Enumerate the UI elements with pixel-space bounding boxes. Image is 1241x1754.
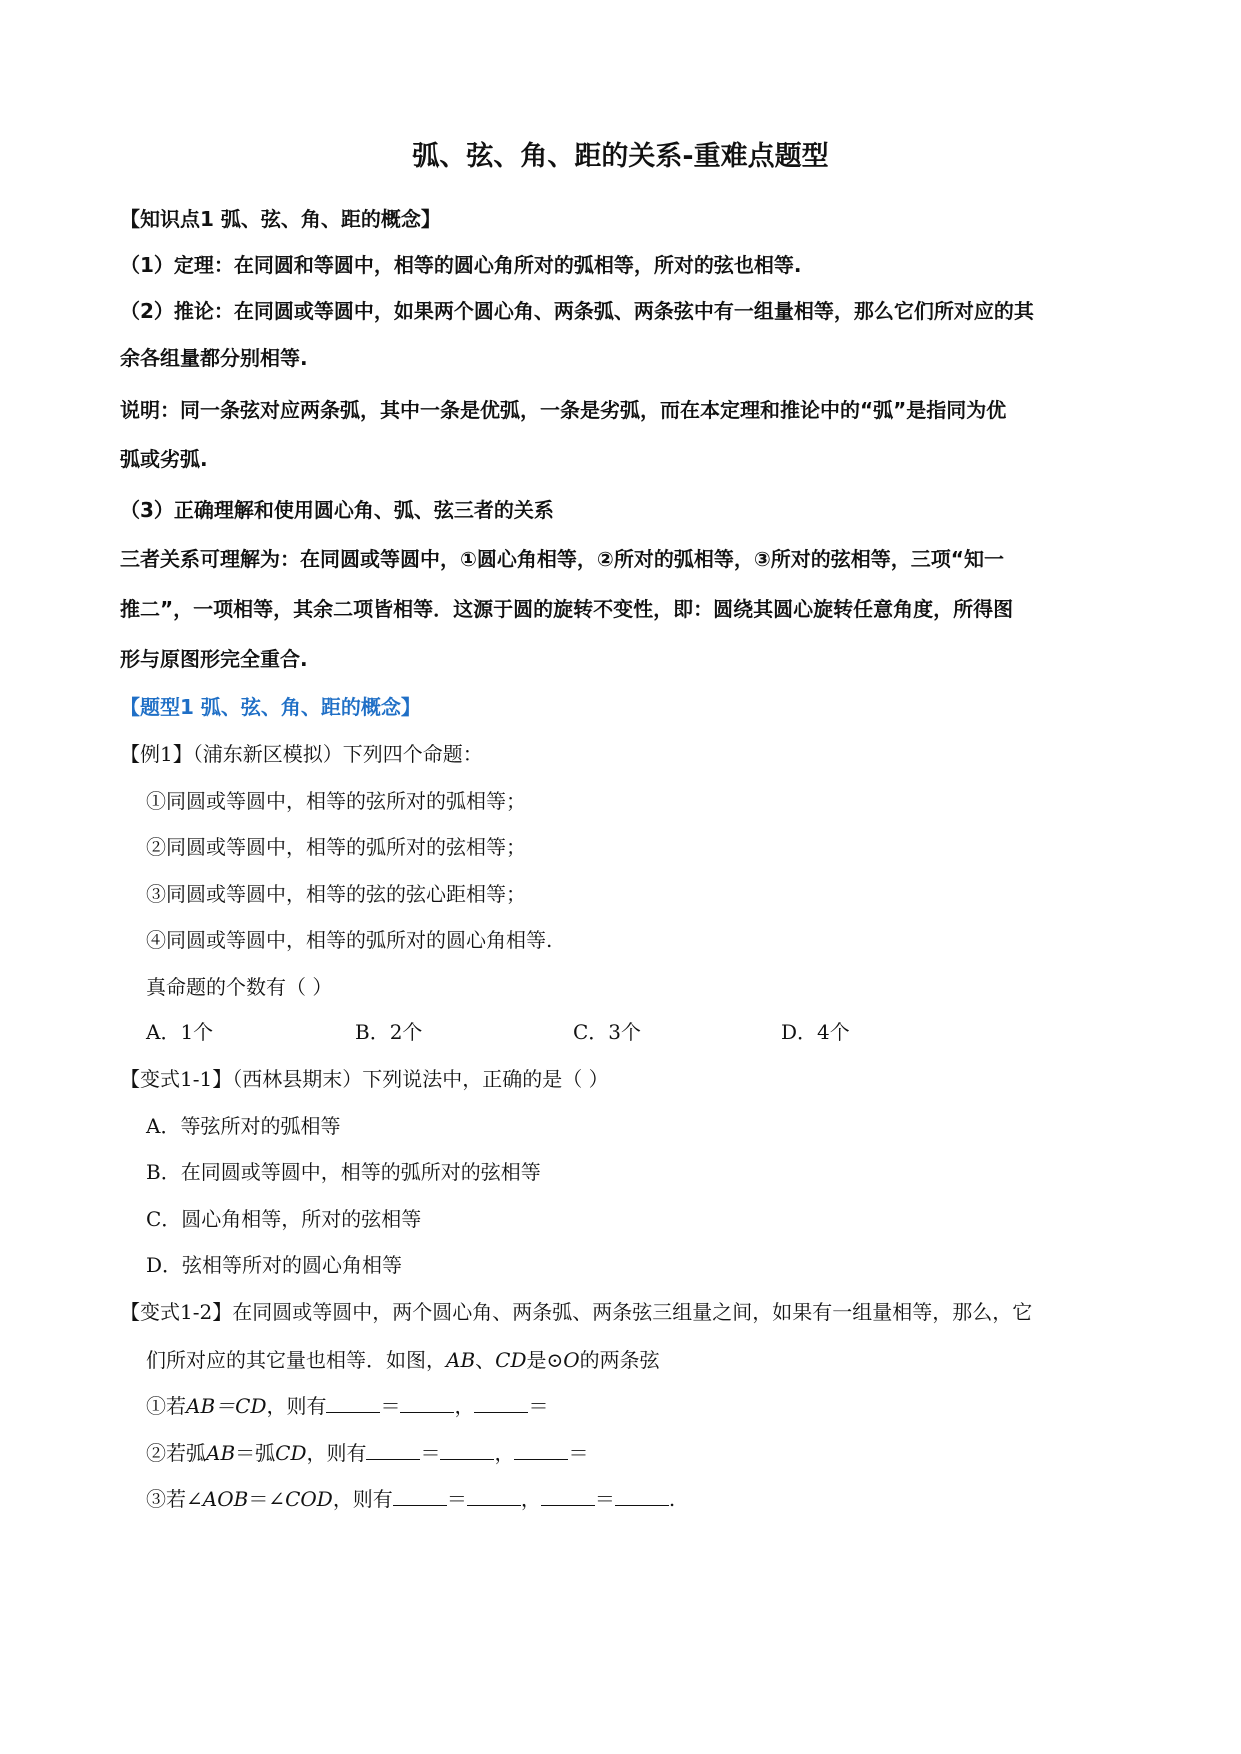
example-1-item-3: ③同圆或等圆中，相等的弦的弦心距相等；	[146, 882, 526, 906]
answer-blank[interactable]	[467, 1487, 521, 1506]
variant-1-1-option-c: C．圆心角相等，所对的弦相等	[146, 1207, 422, 1231]
example-1-option-c: C．3个	[573, 1020, 642, 1044]
variant-1-2-question-3: ③若∠AOB＝∠COD，则有 ＝ ， ＝ .	[146, 1487, 676, 1511]
variant-1-1-option-d: D．弦相等所对的圆心角相等	[146, 1253, 403, 1277]
variant-1-1-stem: 【变式1-1】（西林县期末）下列说法中，正确的是（ ）	[120, 1067, 609, 1091]
note-text-1: 说明：同一条弦对应两条弧，其中一条是优弧，一条是劣弧，而在本定理和推论中的“弧”是指同为优	[120, 398, 1007, 422]
example-1-option-a: A．1个	[146, 1020, 214, 1044]
answer-blank[interactable]	[366, 1441, 420, 1460]
question-type-heading: 【题型1 弧、弦、角、距的概念】	[120, 695, 421, 719]
example-1-option-b: B．2个	[355, 1020, 423, 1044]
example-1-item-4: ④同圆或等圆中，相等的弧所对的圆心角相等.	[146, 928, 553, 952]
example-1-item-2: ②同圆或等圆中，相等的弧所对的弦相等；	[146, 835, 526, 859]
variant-1-2-stem-2: 们所对应的其它量也相等．如图，AB、CD是⊙O的两条弦	[146, 1348, 660, 1372]
answer-blank[interactable]	[541, 1487, 595, 1506]
example-1-question: 真命题的个数有（ ）	[146, 975, 333, 999]
answer-blank[interactable]	[393, 1487, 447, 1506]
example-1-item-1: ①同圆或等圆中，相等的弦所对的弧相等；	[146, 789, 526, 813]
knowledge-heading: 【知识点1 弧、弦、角、距的概念】	[120, 207, 441, 231]
corollary-text-1: （2）推论：在同圆或等圆中，如果两个圆心角、两条弧、两条弦中有一组量相等，那么它们所对应的其	[120, 299, 1034, 323]
example-1-stem: 【例1】（浦东新区模拟）下列四个命题：	[120, 742, 483, 766]
page-title: 弧、弦、角、距的关系-重难点题型	[412, 141, 829, 172]
example-1-option-d: D．4个	[781, 1020, 850, 1044]
note-text-2: 弧或劣弧.	[120, 447, 208, 471]
variant-1-2-question-2: ②若弧AB＝弧CD，则有 ＝ ， ＝	[146, 1441, 589, 1465]
answer-blank[interactable]	[514, 1441, 568, 1460]
relation-text-1: 三者关系可理解为：在同圆或等圆中，①圆心角相等，②所对的弧相等，③所对的弦相等，三项“知一	[120, 547, 1004, 571]
relation-heading: （3）正确理解和使用圆心角、弧、弦三者的关系	[120, 498, 554, 522]
relation-text-2: 推二”，一项相等，其余二项皆相等．这源于圆的旋转不变性，即：圆绕其圆心旋转任意角度，所得图	[120, 597, 1014, 621]
variant-1-2-stem-1: 【变式1-2】在同圆或等圆中，两个圆心角、两条弧、两条弦三组量之间，如果有一组量相等，那么，它	[120, 1300, 1033, 1324]
answer-blank[interactable]	[400, 1394, 454, 1413]
relation-text-3: 形与原图形完全重合.	[120, 647, 308, 671]
answer-blank[interactable]	[615, 1487, 669, 1506]
variant-1-2-question-1: ①若AB＝CD，则有 ＝ ， ＝	[146, 1394, 549, 1418]
answer-blank[interactable]	[440, 1441, 494, 1460]
variant-1-1-option-a: A．等弦所对的弧相等	[146, 1114, 341, 1138]
variant-1-1-option-b: B．在同圆或等圆中，相等的弧所对的弦相等	[146, 1160, 541, 1184]
answer-blank[interactable]	[474, 1394, 528, 1413]
theorem-text: （1）定理：在同圆和等圆中，相等的圆心角所对的弧相等，所对的弦也相等.	[120, 253, 802, 277]
answer-blank[interactable]	[326, 1394, 380, 1413]
corollary-text-2: 余各组量都分别相等.	[120, 346, 308, 370]
